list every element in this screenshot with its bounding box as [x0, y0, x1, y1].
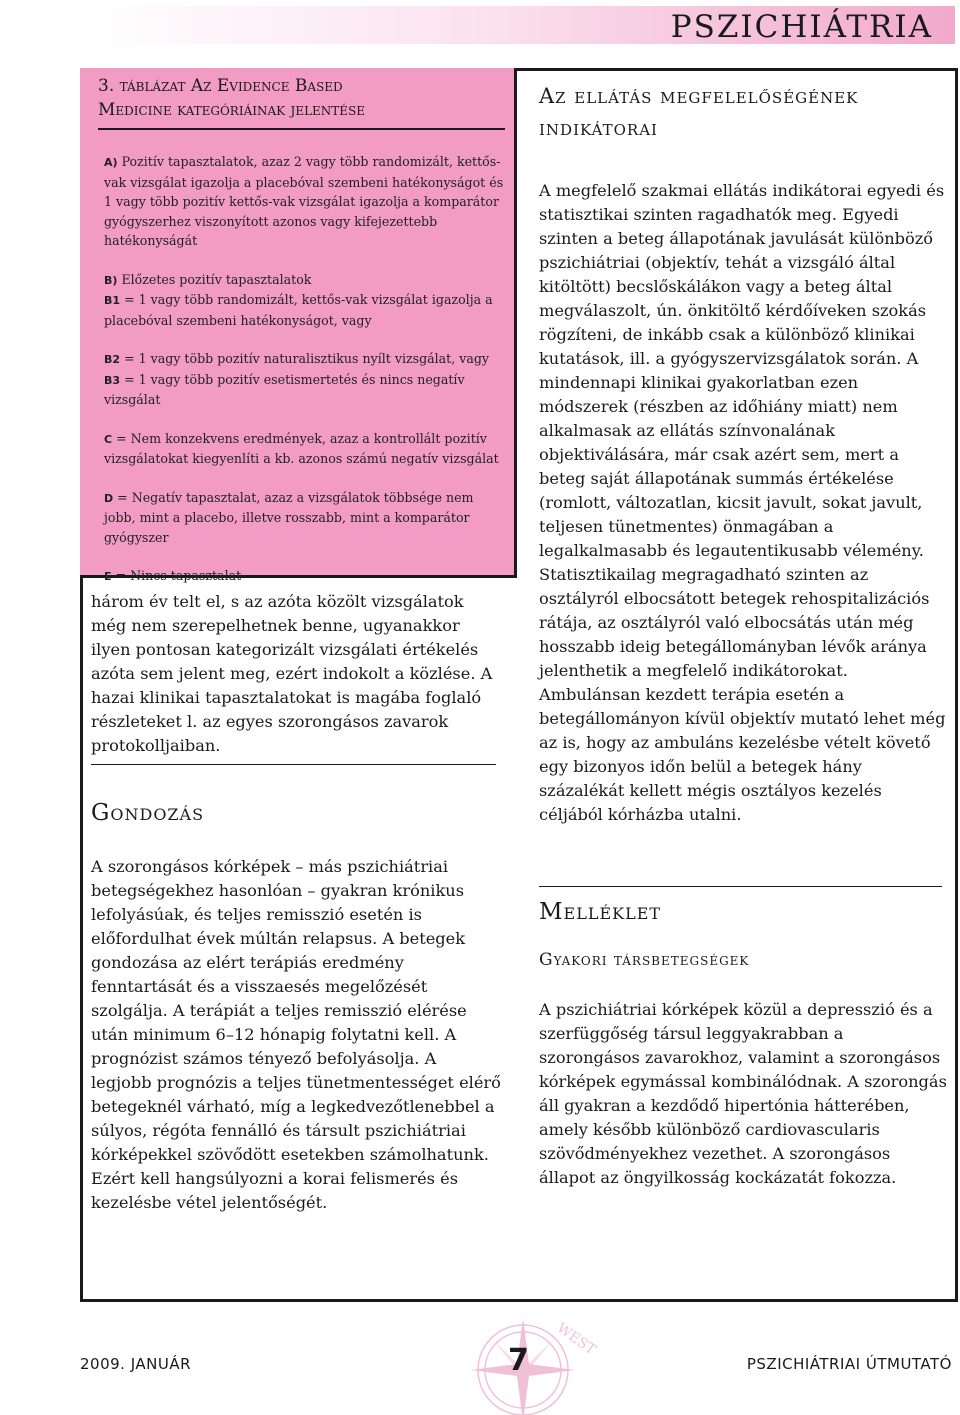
section-rule-right [539, 886, 942, 887]
table-title-line-1: 3. táblázat Az Evidence Based [98, 76, 343, 96]
table-entry-c [104, 429, 506, 469]
footer-publication: PSZICHIÁTRIAI ÚTMUTATÓ [746, 1355, 952, 1373]
entry-text: Pozitív tapasztalatok, azaz 2 vagy több randomizált, kettős-vak vizsgálat igazolja a placebóval szembeni hatékonyságot és 1 vagy több pozitív kettős-vak vizsgálat igazolja a komparátor gyógyszerhez viszonyított azonos vagy kifejezettebb hatékonyságát [104, 154, 504, 248]
table-entry-a [104, 152, 506, 251]
table-entry-b1 [104, 290, 506, 330]
running-header: PSZICHIÁTRIA [670, 9, 933, 45]
footer-date: 2009. JANUÁR [80, 1355, 192, 1373]
logo-text: WEST [553, 1320, 599, 1359]
table-entry-b3 [104, 370, 506, 410]
table-entry-e [104, 566, 506, 587]
table-body [104, 152, 506, 587]
annex-heading: Melléklet [539, 899, 662, 925]
entry-text: = Negatív tapasztalat, azaz a vizsgálatok többsége nem jobb, mint a placebo, illetve rosszabb, mint a komparátor gyógyszer [104, 489, 474, 545]
entry-text: = 1 vagy több pozitív naturalisztikus nyílt vizsgálat, vagy [124, 351, 490, 366]
entry-tag: B1 [104, 294, 121, 307]
entry-text: = Nincs tapasztalat [115, 568, 242, 583]
indicators-text: A megfelelő szakmai ellátás indikátorai egyedi és statisztikai szinten ragadhatók meg. Egyedi szinten a beteg állapotának javulását különböző pszichiátriai (objektív, tehát a vizsgáló által kitöltött) becslőskálákon vagy a beteg által megválaszolt, ún. önkitöltő kérdőíveken szokás rögzíteni, de inkább csak a különböző klinikai kutatások, ill. a gyógyszervizsgálatok során. A mindennapi klinikai gyakorlatban ezen módszerek (részben az időhiány miatt) nem alkalmasak az ellátás színvonalának objektiválására, már csak azért sem, mert a beteg saját állapotának summás értékelése (romlott, változatlan, kicsit javult, sokat javult, teljesen tünetmentes) önmagában a legalkalmasabb és legautentikusabb vélemény. Statisztikailag megragadható szinten az osztályról elbocsátott betegek rehospitalizációs rátája, az osztályról való elbocsátás után még hosszabb ideig betegállományban lévők aránya jelenthetik a megfelelő indikátorokat. Ambulánsan kezdett terápia esetén a betegállományon kívül objektív mutató lehet még az is, hogy az ambuláns kezelésbe vételt követő egy bizonyos időn belül a betegek hány százalékát kellett mégis osztályos kezelés céljából kórházba utalni. [539, 181, 946, 824]
entry-text: = Nem konzekvens eredmények, azaz a kontrollált pozitív vizsgálatokat kiegyenlíti a kb. azonos számú negatív vizsgálat [104, 430, 499, 466]
entry-text: Előzetes pozitív tapasztalatok [121, 271, 312, 287]
indicators-paragraph [539, 179, 949, 827]
entry-tag: B) [104, 273, 118, 287]
section-rule-left [91, 764, 496, 765]
entry-tag: B2 [104, 353, 121, 366]
care-paragraph [91, 855, 501, 1215]
table-entry-b2 [104, 349, 506, 370]
intro-text: három év telt el, s az azóta közölt vizsgálatok még nem szerepelhetnek benne, ugyanakkor ilyen pontosan kategorizált vizsgálati értékelés azóta sem jelent meg, ezért indokolt a közlése. A hazai klinikai tapasztalatokat is magába foglaló részleteket l. az egyes szorongásos zavarok protokolljaiban. [91, 592, 493, 755]
entry-text: = 1 vagy több randomizált, kettős-vak vizsgálat igazolja a placebóval szembeni hatékonyságot, vagy [104, 292, 493, 328]
comorbidity-text: A pszichiátriai kórképek közül a depresszió és a szerfüggőség társul leggyakrabban a szorongásos zavarokhoz, valamint a szorongásos kórképek egymással kombinálódnak. A szorongás áll gyakran a kezdődő hipertónia hátterében, amely később különböző cardiovascularis szövődményekhez vezethet. A szorongásos állapot az öngyilkosság kockázatát fokozza. [539, 1000, 947, 1187]
care-heading: Gondozás [91, 800, 205, 826]
entry-tag: A) [104, 156, 118, 169]
left-intro-paragraph [91, 590, 501, 758]
entry-tag: C [104, 432, 113, 446]
table-entry-d [104, 488, 506, 548]
table-entry-b [104, 270, 506, 291]
entry-tag: B3 [104, 373, 121, 387]
entry-tag: E [104, 570, 112, 583]
comorbidity-paragraph [539, 998, 949, 1190]
page-number: 7 [508, 1343, 529, 1378]
comorbidity-heading: Gyakori társbetegségek [539, 950, 750, 970]
table-title [98, 74, 498, 122]
header-band [80, 6, 955, 44]
table-title-rule [98, 128, 505, 130]
table-title-line-2: Medicine kategóriáinak jelentése [98, 100, 366, 120]
care-text: A szorongásos kórképek – más pszichiátriai betegségekhez hasonlóan – gyakran krónikus lefolyásúak, és teljes remisszió esetén is előfordulhat évek múltán relapsus. A betegek gondozása az elért terápiás eredmény fenntartását és a visszaesés megelőzését szolgálja. A terápiát a teljes remisszió elérése után minimum 6–12 hónapig folytatni kell. A prognózist számos tényező befolyásolja. A legjobb prognózis a teljes tünetmentességet elérő betegeknél várható, míg a legkedvezőtlenebbel a súlyos, régóta fennálló és társult pszichiátriai kórképekkel szövődött esetekben számolhatunk. Ezért kell hangsúlyozni a korai felismerés és kezelésbe vétel jelentőségét. [91, 857, 501, 1212]
indicators-heading: Az ellátás megfelelőségének indikátorai [539, 84, 859, 140]
entry-text: = 1 vagy több pozitív esetismertetés és nincs negatív vizsgálat [104, 371, 465, 407]
entry-tag: D [104, 491, 114, 505]
